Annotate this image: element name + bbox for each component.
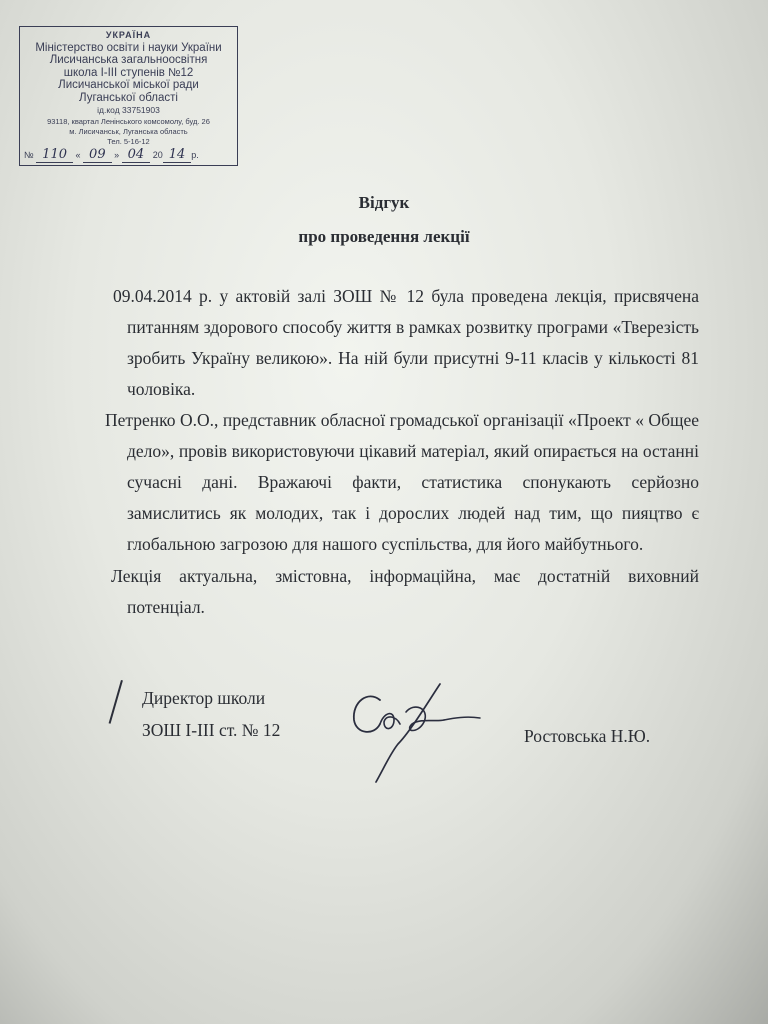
stamp-school-line1: Лисичанська загальноосвітня <box>49 54 208 66</box>
signatory-position-line2: ЗОШ І-ІІІ ст. № 12 <box>142 720 281 740</box>
paragraph-3 <box>111 561 699 623</box>
stamp-reg-year-prefix: 20 <box>152 150 163 160</box>
stamp-school-line2: школа І-ІІІ ступенів №12 <box>63 66 194 79</box>
signature-tick-mark <box>109 680 123 724</box>
paragraph-3-text: Лекція актуальна, змістовна, інформаційна, має достатній виховний потенціал. <box>111 566 699 617</box>
stamp-reg-number: 110 <box>36 147 73 163</box>
stamp-country: УКРАЇНА <box>105 30 152 40</box>
paragraph-1 <box>113 281 699 405</box>
paragraph-2 <box>105 405 699 560</box>
stamp-reg-day: 09 <box>83 147 112 163</box>
paragraph-1-text: 09.04.2014 р. у актовій залі ЗОШ № 12 була проведена лекція, присвячена питанням здорового способу життя в рамках розвитку програми «Тверезість зробить Україну великою». На ній були присутні 9-11 класів у кількості 81 чоловіка. <box>113 286 699 399</box>
stamp-reg-prefix: № <box>24 150 34 160</box>
stamp-reg-month-quote: » <box>114 150 120 160</box>
stamp-region: Луганської області <box>79 91 178 104</box>
signatory-name: Ростовська Н.Ю. <box>524 726 651 746</box>
paragraph-2-text: Петренко О.О., представник обласної громадської організації «Проект « Общее дело», провів використовуючи цікавий матеріал, який опирається на останні сучасні дані. Вражаючі факти, статистика спонукають серйозно замислитись як молодих, так і дорослих людей над тим, що пияцтво є глобальною загрозою для нашого суспільства, для його майбутнього. <box>105 410 699 554</box>
stamp-address-line1: 93118, квартал Ленінського комсомолу, буд. 26 <box>47 116 210 126</box>
handwritten-signature <box>340 672 490 792</box>
document-subtitle: про проведення лекції <box>298 227 470 246</box>
stamp-council: Лисичанської міської ради <box>58 79 199 91</box>
stamp-address-line2: м. Лисичанськ, Луганська область <box>69 126 188 136</box>
stamp-registration-line <box>24 147 233 162</box>
stamp-reg-year: 14 <box>163 147 192 163</box>
stamp-reg-month: 04 <box>122 147 151 163</box>
document-title: Відгук <box>358 193 410 212</box>
school-corner-stamp <box>19 26 238 166</box>
stamp-ministry: Міністерство освіти і науки України <box>35 41 222 54</box>
stamp-phone: Тел. 5-16-12 <box>107 136 150 146</box>
stamp-reg-suffix: р. <box>191 150 199 160</box>
stamp-reg-day-quote: « <box>75 150 81 160</box>
signatory-position-line1: Директор школи <box>142 688 266 708</box>
stamp-code: ід.код 33751903 <box>97 105 160 115</box>
